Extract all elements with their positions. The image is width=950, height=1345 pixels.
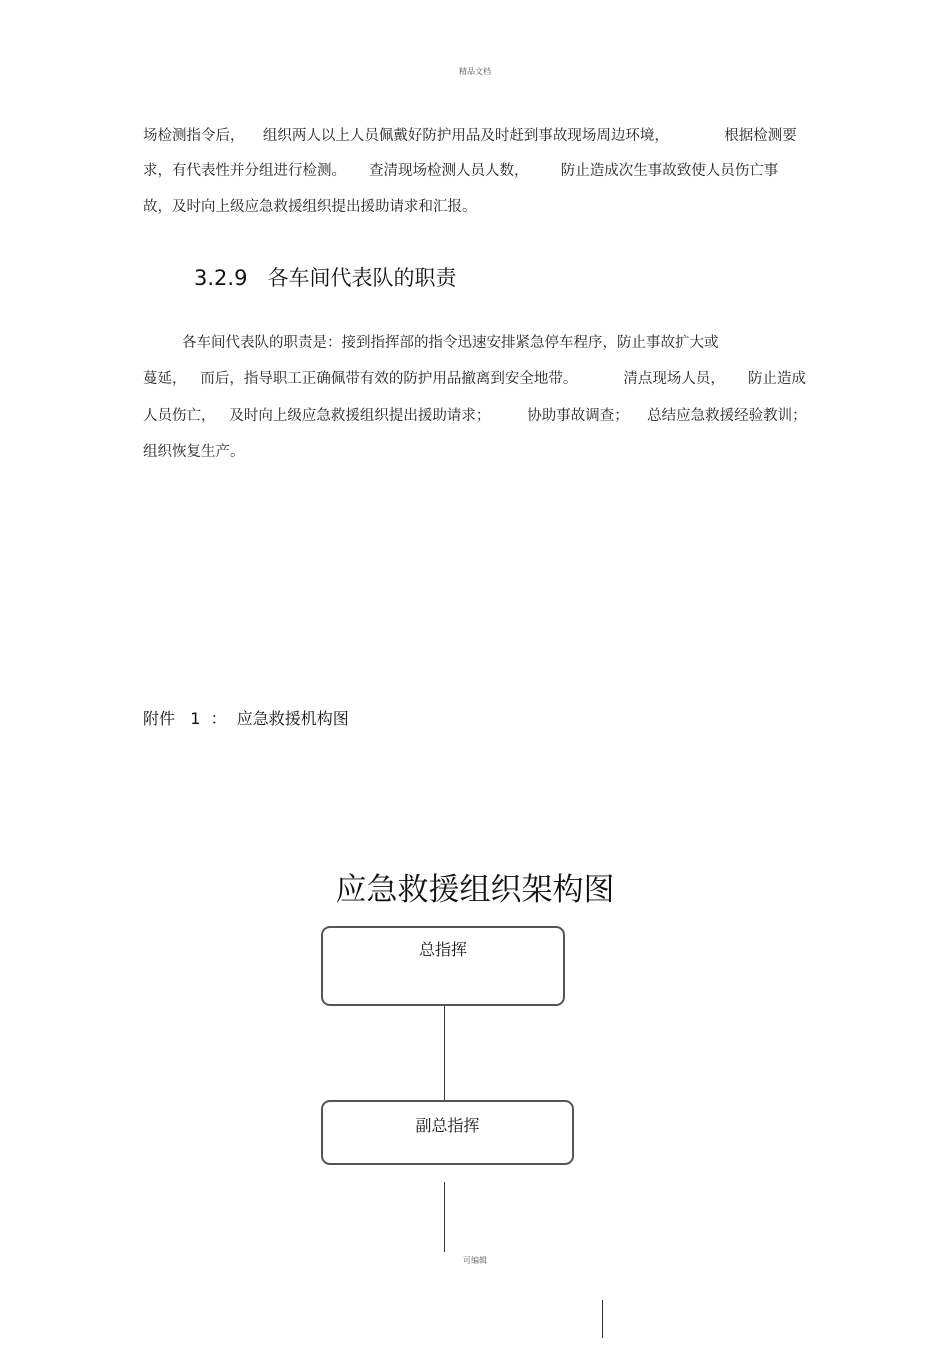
footer-watermark: 可编辑 bbox=[463, 1256, 487, 1265]
org-chart-title: 应急救援组织架构图 bbox=[335, 872, 615, 908]
paragraph-2-line-4: 组织恢复生产。 bbox=[143, 444, 245, 460]
paragraph-2-line-1: 各车间代表队的职责是：接到指挥部的指令迅速安排紧急停车程序，防止事故扩大或 bbox=[182, 335, 719, 351]
paragraph-2-line-3: 人员伤亡， 及时向上级应急救援组织提出援助请求； 协助事故调查； 总结应急救援经验教训； bbox=[143, 408, 807, 424]
paragraph-1-line-1: 场检测指令后， 组织两人以上人员佩戴好防护用品及时赶到事故现场周边环境， 根据检测要 bbox=[143, 128, 797, 144]
org-node-deputy-commander bbox=[321, 1100, 574, 1165]
connector-line-3 bbox=[602, 1300, 603, 1338]
section-heading: 3.2.9 各车间代表队的职责 bbox=[194, 266, 457, 290]
org-node-deputy-commander-label: 副总指挥 bbox=[415, 1116, 480, 1135]
paragraph-2-line-2: 蔓延， 而后，指导职工正确佩带有效的防护用品撤离到安全地带。 清点现场人员， 防止造成 bbox=[143, 371, 806, 387]
paragraph-1-line-3: 故，及时向上级应急救援组织提出援助请求和汇报。 bbox=[143, 199, 477, 215]
org-node-commander bbox=[321, 926, 565, 1006]
attachment-label: 附件 1 ： 应急救援机构图 bbox=[143, 709, 349, 728]
header-watermark: 精品文档 bbox=[459, 67, 491, 76]
connector-line-2 bbox=[444, 1182, 445, 1252]
connector-line-1 bbox=[444, 1006, 445, 1100]
org-node-commander-label: 总指挥 bbox=[418, 940, 467, 959]
paragraph-1-line-2: 求，有代表性并分组进行检测。 查清现场检测人员人数， 防止造成次生事故致使人员伤亡事 bbox=[143, 163, 779, 179]
